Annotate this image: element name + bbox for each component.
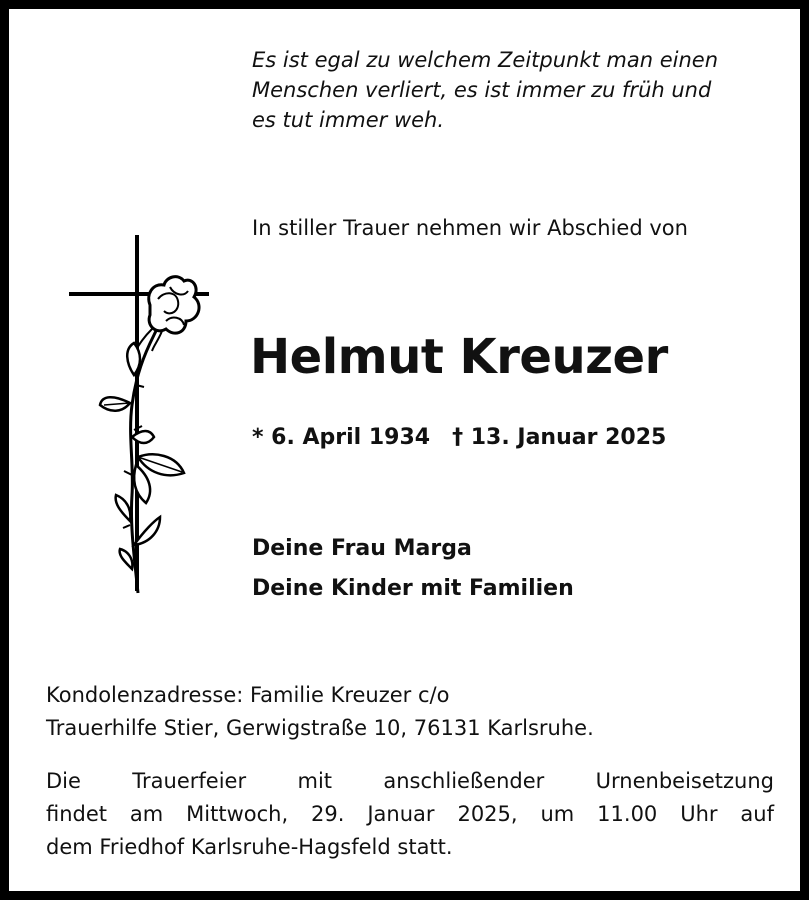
address-line: Kondolenzadresse: Familie Kreuzer c/o bbox=[46, 683, 450, 707]
address-line: Trauerhilfe Stier, Gerwigstraße 10, 76131 Karlsruhe. bbox=[46, 716, 594, 740]
quote-line: Menschen verliert, es ist immer zu früh und bbox=[252, 78, 712, 102]
death-date: † 13. Januar 2025 bbox=[452, 425, 667, 450]
service-line: dem Friedhof Karlsruhe-Hagsfeld statt. bbox=[46, 835, 453, 859]
mourner-line: Deine Kinder mit Familien bbox=[252, 576, 574, 601]
deceased-name: Helmut Kreuzer bbox=[250, 329, 668, 385]
service-line: findet am Mittwoch, 29. Januar 2025, um 11.00 Uhr auf bbox=[46, 802, 774, 826]
memorial-quote bbox=[252, 45, 774, 135]
quote-line: Es ist egal zu welchem Zeitpunkt man einen bbox=[252, 48, 719, 72]
birth-date: * 6. April 1934 bbox=[252, 425, 431, 450]
cross-with-rose-icon bbox=[54, 225, 214, 597]
mourner-line: Deine Frau Marga bbox=[252, 536, 472, 561]
quote-line: es tut immer weh. bbox=[252, 108, 445, 132]
condolence-address bbox=[46, 679, 594, 745]
service-line: Die Trauerfeier mit anschließender Urnenbeisetzung bbox=[46, 769, 774, 793]
mourners bbox=[252, 529, 574, 609]
funeral-service-info bbox=[46, 765, 774, 864]
life-dates bbox=[252, 422, 666, 454]
intro-text: In stiller Trauer nehmen wir Abschied von bbox=[252, 216, 688, 240]
